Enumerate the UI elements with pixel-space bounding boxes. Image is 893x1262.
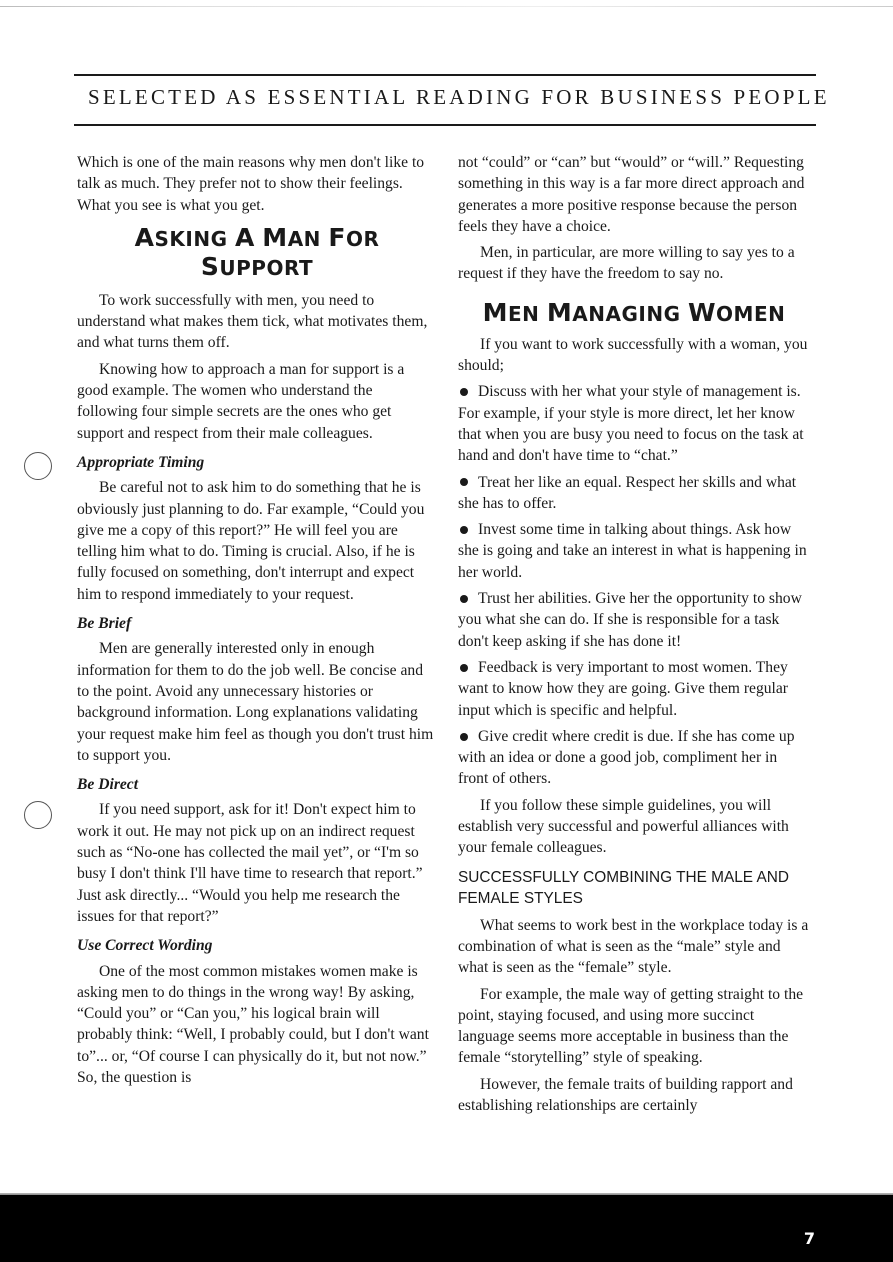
bullet-icon bbox=[460, 526, 468, 534]
list-item: Invest some time in talking about things. Ask how she is going and take an interest in what is happening in her world. bbox=[458, 521, 807, 581]
bullet-icon bbox=[460, 388, 468, 396]
heading-successfully-combining: SUCCESSFULLY COMBINING THE MALE AND FEMALE STYLES bbox=[458, 868, 789, 907]
men-paragraph: Men, in particular, are more willing to say yes to a request if they have the freedom to say no. bbox=[458, 244, 795, 283]
intro-paragraph: Which is one of the main reasons why men don't like to talk as much. They prefer not to show their feelings. What you see is what you get. bbox=[77, 154, 425, 214]
bullet-icon bbox=[460, 595, 468, 603]
what-paragraph: What seems to work best in the workplace today is a combination of what is seen as the “male” style and what is seen as the “female” style. bbox=[458, 916, 809, 977]
work-paragraph: To work successfully with men, you need to understand what makes them tick, what motivates them, and what turns them off. bbox=[77, 291, 428, 352]
right-column bbox=[458, 152, 810, 1121]
page-number: 7 bbox=[803, 1229, 815, 1248]
footer-bar bbox=[0, 1195, 893, 1262]
however-paragraph: However, the female traits of building rapport and establishing relationships are certainly bbox=[458, 1075, 793, 1114]
bullet-icon bbox=[460, 664, 468, 672]
timing-paragraph: Be careful not to ask him to do something that he is obviously just planning to do. Far example, “Could you give me a copy of this report?” He will feel you are telling him what to do. Timing is crucial. Also, if he is fully focused on something, don't interrupt and expect him to respond immediately to your request. bbox=[77, 479, 425, 603]
bullet-icon bbox=[460, 478, 468, 486]
left-column bbox=[77, 152, 437, 1093]
continued-paragraph: not “could” or “can” but “would” or “will.” Requesting something in this way is a far more direct approach and generates a more positive response because the person feels they have a choice. bbox=[458, 154, 805, 235]
list-item: Give credit where credit is due. If she has come up with an idea or done a good job, compliment her in front of others. bbox=[458, 727, 795, 788]
ifyou-paragraph: If you want to work successfully with a woman, you should; bbox=[458, 335, 808, 375]
heading-men-managing-women: MEN MANAGING WOMEN bbox=[482, 297, 786, 327]
list-item: Discuss with her what your style of management is. For example, if your style is more direct, let her know that when you are busy you need to focus on the task at hand and don't have time to “chat.” bbox=[458, 383, 804, 465]
binder-hole-upper bbox=[24, 452, 52, 480]
subheading-use-correct-wording: Use Correct Wording bbox=[77, 937, 213, 955]
heading-asking-a-man-for-support: ASKING A MAN FOR SUPPORT bbox=[134, 222, 380, 281]
wording-paragraph: One of the most common mistakes women make is asking men to do things in the wrong way! By asking, “Could you” or “Can you,” his logical brain will probably think: “Well, I probably could, but I don't want to”... or, “Of course I can physically do it, but not now.” So, the question is bbox=[77, 962, 429, 1086]
header-title: SELECTED AS ESSENTIAL READING FOR BUSINESS PEOPLE bbox=[88, 85, 830, 109]
knowing-paragraph: Knowing how to approach a man for support is a good example. The women who understand the following four simple secrets are the ones who get support and respect from their male colleagues. bbox=[77, 360, 405, 442]
list-item: Feedback is very important to most women. They want to know how they are going. Give them regular input which is specific and helpful. bbox=[458, 658, 788, 719]
subheading-be-brief: Be Brief bbox=[77, 615, 132, 633]
subheading-be-direct: Be Direct bbox=[77, 776, 139, 794]
binder-hole-lower bbox=[24, 801, 52, 829]
running-header bbox=[74, 74, 830, 126]
example-paragraph: For example, the male way of getting straight to the point, staying focused, and using more succinct language seems more acceptable in business than the female “storytelling” style of speaking. bbox=[458, 985, 804, 1067]
brief-paragraph: Men are generally interested only in enough information for them to do the job well. Be concise and to the point. Avoid any unnecessary histories or background information. Long explanations validating your request make him feel as though you don't trust him to support you. bbox=[77, 640, 434, 764]
follow-paragraph: If you follow these simple guidelines, you will establish very successful and powerful alliances with your female colleagues. bbox=[458, 796, 789, 857]
list-item: Trust her abilities. Give her the opportunity to show you what she can do. If she is responsible for a task don't keep asking if she has done it! bbox=[458, 590, 802, 650]
bullet-icon bbox=[460, 733, 468, 741]
direct-paragraph: If you need support, ask for it! Don't expect him to work it out. He may not pick up on an indirect request such as “No-one has collected the mail yet”, or “I'm so busy I don't think I'll have time to research that report.” Just ask directly... “Would you help me research the issues for that report?” bbox=[77, 801, 423, 925]
subheading-appropriate-timing: Appropriate Timing bbox=[77, 453, 205, 471]
top-scan-rule bbox=[0, 6, 893, 7]
list-item: Treat her like an equal. Respect her skills and what she has to offer. bbox=[458, 473, 797, 512]
